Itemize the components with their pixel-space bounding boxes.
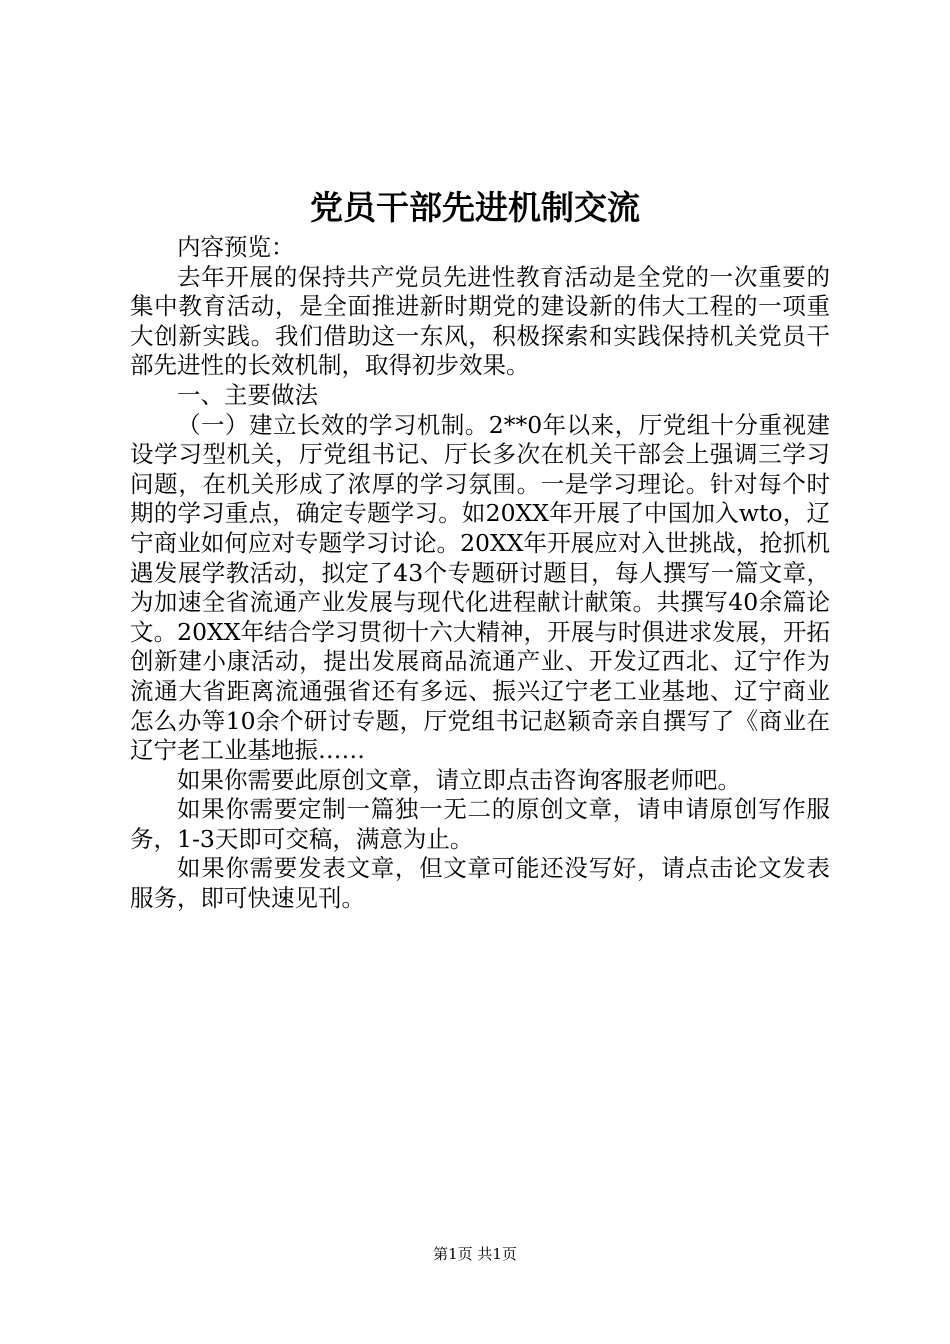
- document-body: [130, 233, 830, 914]
- section-heading: 一、主要做法: [177, 380, 318, 409]
- intro-paragraph: 去年开展的保持共产党员先进性教育活动是全党的一次重要的集中教育活动，是全面推进新时期党的建设新的伟大工程的一项重大创新实践。我们借助这一东风，积极探索和实践保持机关党员干部先进性的长效机制，取得初步效果。: [130, 262, 830, 380]
- preview-label: 内容预览：: [177, 233, 295, 261]
- publishing-prompt: 如果你需要发表文章，但文章可能还没写好，请点击论文发表服务，即可快速见刊。: [130, 854, 830, 913]
- custom-writing-prompt: 如果你需要定制一篇独一无二的原创文章，请申请原创写作服务，1-3天即可交稿，满意为止。: [130, 795, 830, 853]
- body-paragraph: （一）建立长效的学习机制。2**0年以来，厅党组十分重视建设学习型机关，厅党组书记、厅长多次在机关干部会上强调三学习问题，在机关形成了浓厚的学习氛围。一是学习理论。针对每个时期的学习重点，确定专题学习。如20XX年开展了中国加入wto，辽宁商业如何应对专题学习讨论。20XX年开展应对入世挑战，抢抓机遇发展学教活动，拟定了43个专题研讨题目，每人撰写一篇文章，为加速全省流通产业发展与现代化进程献计献策。共撰写40余篇论文。20XX年结合学习贯彻十六大精神，开展与时俱进求发展，开拓创新建小康活动，提出发展商品流通产业、开发辽西北、辽宁作为流通大省距离流通强省还有多远、振兴辽宁老工业基地、辽宁商业怎么办等10余个研讨专题，厅党组书记赵颖奇亲自撰写了《商业在辽宁老工业基地振……: [130, 410, 830, 765]
- page-number-footer: 第1页 共1页: [433, 1245, 517, 1263]
- document-title: 党员干部先进机制交流: [310, 188, 640, 227]
- contact-prompt: 如果你需要此原创文章，请立即点击咨询客服老师吧。: [177, 765, 741, 794]
